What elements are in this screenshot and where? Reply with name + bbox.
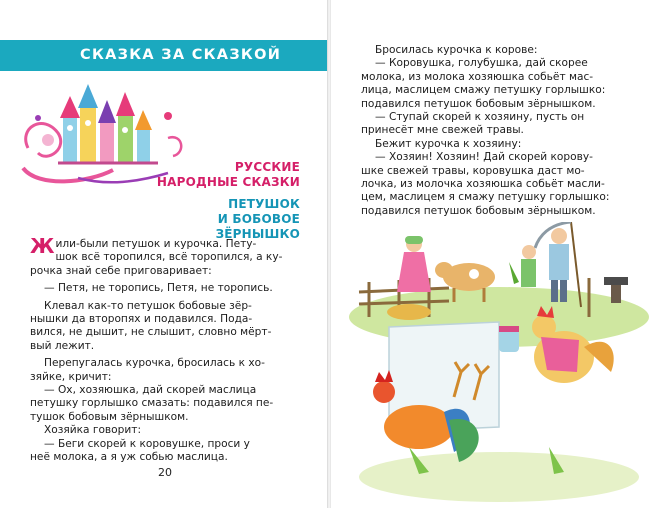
text-line: молока, из молока хозяюшка собьёт мас- [361, 70, 594, 83]
section-title-line1: РУССКИЕ [234, 160, 300, 174]
section-title-line2: НАРОДНЫЕ СКАЗКИ [156, 175, 300, 189]
text-line: цем, маслицем я смажу петушку горлышко: [361, 191, 610, 204]
text-line: вый лежит. [30, 339, 95, 352]
text-line: нышки да второпях и подавился. Пода- [30, 313, 253, 326]
text-line: Клевал как-то петушок бобовые зёр- [44, 299, 252, 312]
story-title-line2: И БОБОВОЕ ЗЁРНЫШКО [215, 212, 300, 241]
left-page [0, 0, 328, 508]
text-line: Перепугалась курочка, бросилась к хо- [44, 357, 265, 370]
text-line: — Ох, хозяюшка, дай скорей маслица [44, 384, 257, 397]
left-page-text [30, 234, 302, 465]
drop-cap: Ж [30, 234, 55, 258]
text-line: шок всё торопился, всё торопился, а ку- [55, 251, 283, 264]
text-line: зяйке, кричит: [30, 370, 112, 383]
text-line: петушку горлышко смазать: подавился пе- [30, 397, 274, 410]
paragraph: Жили-были петушок и курочка. Пету- [30, 234, 257, 258]
text-line: — Петя, не торопись, Петя, не торопись. [44, 282, 273, 295]
text-line: — Беги скорей к коровушке, проси у [44, 437, 250, 450]
text-line: — Ступай скорей к хозяину, пусть он [375, 111, 585, 124]
banner-title: СКАЗКА ЗА СКАЗКОЙ [80, 47, 282, 63]
text-line: Бежит курочка к хозяину: [375, 137, 522, 150]
text-line: вился, не дышит, не слышит, словно мёрт- [30, 326, 272, 339]
text-line: — Хозяин! Хозяин! Дай скорей корову- [375, 151, 593, 164]
text-line: — Коровушка, голубушка, дай скорее [375, 57, 588, 70]
text-line: лица, маслицем смажу петушку горлышко: [361, 84, 606, 97]
text-line: подавился петушок бобовым зёрнышком. [361, 97, 596, 110]
text-line: лочка, из молочка хозяюшка собьёт масли- [361, 178, 605, 191]
text-line: тушок бобовым зёрнышком. [30, 410, 189, 423]
right-page-text [361, 44, 633, 218]
page-number: 20 [158, 466, 172, 479]
text-line: подавился петушок бобовым зёрнышком. [361, 204, 596, 217]
farm-scene-illustration [349, 222, 649, 507]
text-line: Бросилась курочка к корове: [375, 44, 538, 56]
right-page [331, 0, 661, 508]
text-line: рочка знай себе приговаривает: [30, 264, 212, 277]
text-line: Хозяйка говорит: [44, 424, 142, 437]
text-line: шке свежей травы, коровушка даст мо- [361, 164, 585, 177]
text-line: неё молока, а я уж собью маслица. [30, 451, 228, 464]
story-title-line1: ПЕТУШОК [228, 197, 300, 211]
text-line: принесёт мне свежей травы. [361, 124, 524, 137]
